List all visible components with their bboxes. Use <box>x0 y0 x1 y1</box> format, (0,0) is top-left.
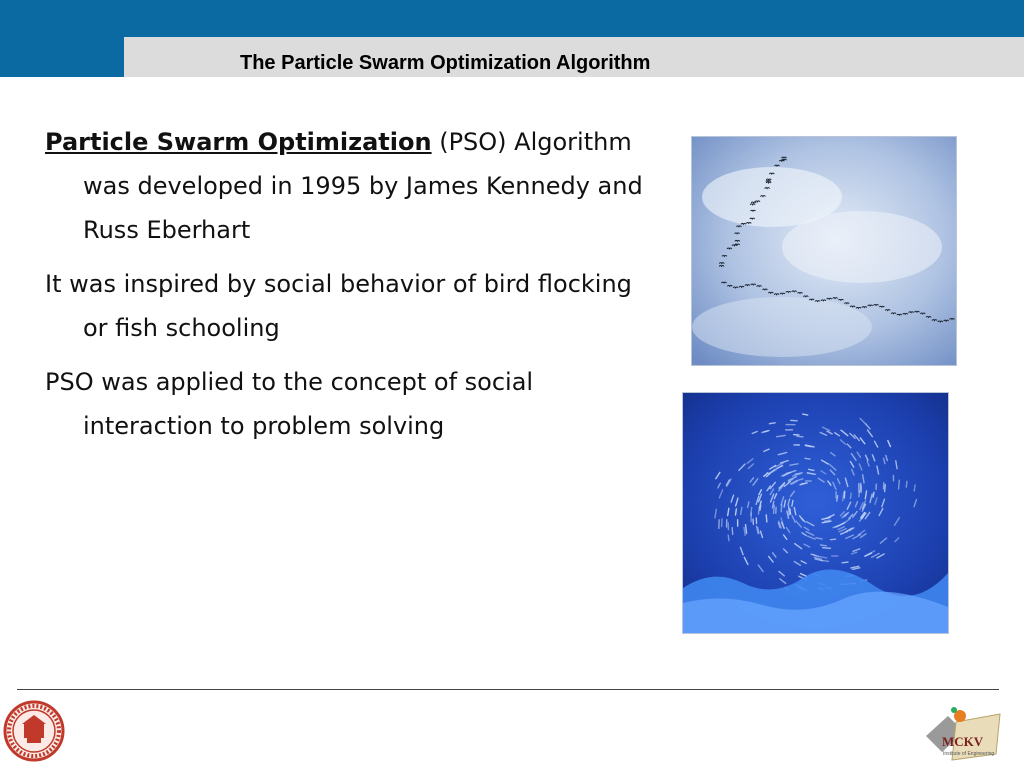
bird-mark <box>751 202 756 203</box>
mckv-logo-text: MCKV <box>942 734 984 749</box>
fish-mark <box>769 423 775 424</box>
fish-mark <box>914 485 915 491</box>
bird-mark <box>736 226 741 227</box>
fish-mark <box>859 491 860 496</box>
bird-mark <box>798 292 803 293</box>
fish-mark <box>789 506 790 515</box>
paragraph-inspiration <box>45 262 645 350</box>
paragraph-pso-origin <box>45 120 645 252</box>
fish-mark <box>842 562 848 563</box>
bird-mark <box>757 286 762 287</box>
bird-mark <box>768 292 773 293</box>
bird-mark <box>827 298 832 299</box>
fish-mark <box>758 508 759 514</box>
bird-mark <box>903 313 908 314</box>
bird-mark <box>838 299 843 300</box>
fish-school-photo <box>682 392 949 634</box>
bird-mark <box>766 179 771 180</box>
paragraph-application <box>45 360 645 448</box>
bird-mark <box>732 245 737 246</box>
bird-mark <box>844 303 849 304</box>
paragraph-text: (PSO) Algorithm was developed in 1995 by James Kennedy and Russ Eberhart <box>83 128 643 244</box>
bird-mark <box>741 223 746 224</box>
bird-mark <box>920 313 925 314</box>
slide-title: The Particle Swarm Optimization Algorithm <box>240 52 651 74</box>
fish-mark <box>906 481 907 487</box>
fish-mark <box>766 515 767 522</box>
fish-mark <box>790 509 791 514</box>
bird-mark <box>944 320 949 321</box>
bird-mark <box>722 255 727 256</box>
bird-mark <box>765 188 770 189</box>
bird-mark <box>932 320 937 321</box>
bird-mark <box>750 218 755 219</box>
bird-mark <box>727 285 732 286</box>
bird-mark <box>719 263 724 264</box>
bird-mark <box>914 311 919 312</box>
bird-mark <box>885 310 890 311</box>
bird-mark <box>792 291 797 292</box>
bird-mark <box>774 294 779 295</box>
bird-mark <box>746 222 751 223</box>
bird-mark <box>879 306 884 307</box>
bird-mark <box>755 201 760 202</box>
fish-mark <box>732 528 733 535</box>
header-corner-block <box>0 37 124 77</box>
fish-mark <box>797 436 803 437</box>
fish-mark <box>774 505 775 513</box>
bird-mark <box>774 165 779 166</box>
fish-mark <box>899 480 900 489</box>
bird-mark <box>760 196 765 197</box>
fish-mark <box>805 458 810 459</box>
bird-mark <box>809 299 814 300</box>
bird-mark <box>766 182 771 183</box>
bird-mark <box>739 286 744 287</box>
university-seal-logo <box>3 700 65 762</box>
bird-mark <box>926 316 931 317</box>
paragraph-text: It was inspired by social behavior of bird flocking or fish schooling <box>45 270 632 342</box>
fish-mark <box>823 548 831 549</box>
bird-mark <box>856 307 861 308</box>
paragraph-text: PSO was applied to the concept of social interaction to problem solving <box>45 368 534 440</box>
bird-mark <box>762 289 767 290</box>
footer-divider <box>17 689 999 690</box>
bird-mark <box>751 210 756 211</box>
bird-mark <box>897 314 902 315</box>
fish-mark <box>803 414 808 415</box>
bird-mark <box>727 248 732 249</box>
header-bar <box>0 0 1024 37</box>
bird-mark <box>769 173 774 174</box>
bullet-list <box>45 120 645 458</box>
bird-mark <box>868 305 873 306</box>
bird-mark <box>850 306 855 307</box>
bird-mark <box>766 181 771 182</box>
bird-mark <box>735 233 740 234</box>
bird-mark <box>862 307 867 308</box>
bird-mark <box>780 293 785 294</box>
bird-mark <box>821 300 826 301</box>
bird-mark <box>745 285 750 286</box>
bird-mark <box>891 313 896 314</box>
pso-term: Particle Swarm Optimization <box>45 128 432 156</box>
bird-mark <box>719 266 724 267</box>
bird-mark <box>950 319 955 320</box>
fish-mark <box>850 493 851 498</box>
bird-mark <box>733 287 738 288</box>
title-band <box>124 37 1024 77</box>
bird-mark <box>833 298 838 299</box>
bird-mark <box>815 301 820 302</box>
fish-mark <box>837 496 838 501</box>
bird-mark <box>803 296 808 297</box>
bird-mark <box>786 291 791 292</box>
bird-mark <box>751 284 756 285</box>
bird-mark <box>750 204 755 205</box>
mckv-logo-subtext: Institute of Engineering <box>943 751 995 757</box>
fish-mark <box>873 492 874 497</box>
fish-mark <box>830 539 835 540</box>
fish-mark <box>751 508 752 516</box>
bird-mark <box>735 240 740 241</box>
bird-mark <box>909 312 914 313</box>
bird-mark <box>782 157 787 158</box>
bird-mark <box>722 282 727 283</box>
bird-mark <box>779 160 784 161</box>
mckv-institute-logo <box>918 702 1002 764</box>
fish-mark <box>735 509 736 515</box>
bird-mark <box>874 304 879 305</box>
bird-flock-photo <box>691 136 957 366</box>
fish-mark <box>728 535 729 541</box>
fish-mark <box>885 485 886 492</box>
fish-mark <box>821 545 827 546</box>
bird-mark <box>938 321 943 322</box>
